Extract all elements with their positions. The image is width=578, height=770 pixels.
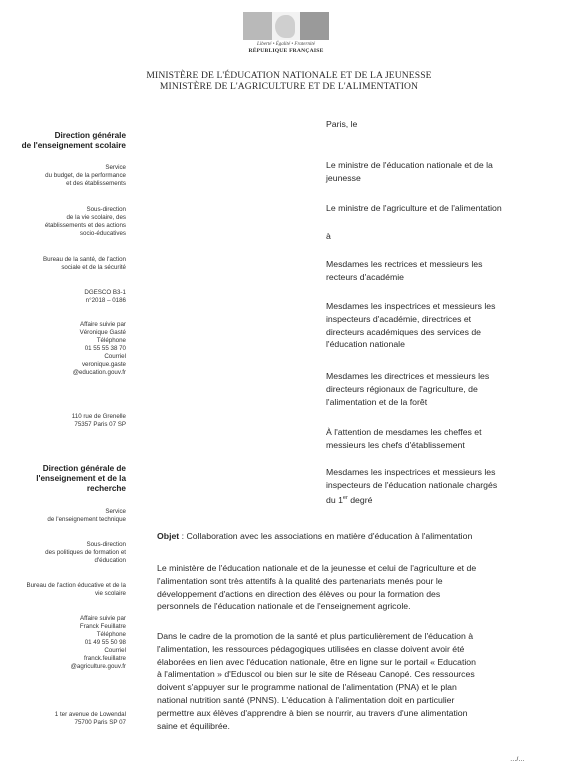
addressee-intro: à [326, 231, 331, 241]
ministry-education: MINISTÈRE DE L'ÉDUCATION NATIONALE ET DE LA JEUNESSE [146, 70, 432, 81]
recipient-directeurs-regionaux: Mesdames les directrices et messieurs les directeurs régionaux de l'agriculture, de l'alimentation et de la forêt [326, 371, 490, 407]
marianne-logo [243, 12, 329, 54]
dgesco-contact: Affaire suivie par Véronique Gasté Téléphone 01 55 55 38 70 Courriel veronique.gaste @education.gouv.fr [72, 321, 126, 376]
object-label: Objet [157, 531, 180, 541]
dgesco-address: 110 rue de Grenelle 75357 Paris 07 SP [71, 413, 126, 428]
logo-republic: RÉPUBLIQUE FRANÇAISE [248, 48, 324, 54]
dgesco-heading: Direction générale de l'enseignement scolaire [21, 131, 126, 150]
recipient-recteurs: Mesdames les rectrices et messieurs les recteurs d'académie [326, 259, 483, 282]
object-line [157, 531, 537, 541]
dger-service: Service de l'enseignement technique [47, 508, 126, 523]
paragraph-1: Le ministère de l'éducation nationale et de la jeunesse et celui de l'agriculture et de l'alimentation sont très attentifs à la qualité des partenariats menés pour le développement d'actions en direction des élèves ou pour la formation des personnels de l'éducation nationale et de l'enseignement agricole. [157, 563, 477, 612]
dger-address: 1 ter avenue de Lowendal 75700 Paris SP 07 [54, 711, 126, 726]
dger-bureau: Bureau de l'action éducative et de la vie scolaire [26, 582, 126, 597]
dger-contact: Affaire suivie par Franck Feuillatre Téléphone 01 49 55 50 98 Courriel franck.feuillatre @agriculture.gouv.fr [70, 615, 126, 670]
logo-red-band [300, 12, 329, 40]
ministries-header [0, 70, 578, 92]
continued-marker: …/… [510, 756, 525, 763]
paragraph-2: Dans le cadre de la promotion de la santé et plus particulièrement de l'éducation à l'alimentation, les ressources pédagogiques utilisées en classe doivent avoir été élaborées en lien avec l'éducation nationale, être en ligne sur le portail « Education à l'alimentation » d'Eduscol ou bien sur le site de Réseau Canopé. Ces ressources doivent s'appuyer sur le programme national de l'alimentation (PNA) et le plan national nutrition santé (PNNS). L'éducation à l'alimentation doit en particulier permettre aux élèves d'apprendre à bien se nourrir, au travers d'une alimentation saine et équilibrée. [157, 631, 476, 731]
dger-sous-direction: Sous-direction des politiques de formation et d'éducation [45, 541, 126, 564]
marianne-logo-mark [243, 12, 329, 40]
dgesco-sous-direction: Sous-direction de la vie scolaire, des établissements et des actions socio-éducatives [44, 206, 126, 237]
place-date: Paris, le [326, 119, 358, 129]
logo-motto: Liberté • Égalité • Fraternité [257, 42, 315, 47]
recipient-chefs-etablissement: À l'attention de mesdames les cheffes et messieurs les chefs d'établissement [326, 427, 482, 450]
sender-agriculture: Le ministre de l'agriculture et de l'alimentation [326, 203, 502, 213]
dgesco-service: Service du budget, de la performance et des établissements [45, 164, 126, 187]
ministry-agriculture: MINISTÈRE DE L'AGRICULTURE ET DE L'ALIMENTATION [159, 81, 419, 92]
recipient-ien: Mesdames les inspectrices et messieurs les inspecteurs de l'éducation nationale chargés du 1er degré [326, 466, 536, 506]
logo-blue-band [243, 12, 272, 40]
dgesco-bureau: Bureau de la santé, de l'action sociale et de la sécurité [42, 256, 126, 271]
dgesco-reference: DGESCO B3-1 n°2018 – 0186 [84, 289, 126, 304]
dger-heading: Direction générale de l'enseignement et de la recherche [36, 464, 126, 493]
sender-education: Le ministre de l'éducation nationale et de la jeunesse [326, 160, 493, 183]
recipient-ien-degree: du 1er degré [326, 494, 373, 505]
object-text: : Collaboration avec les associations en matière d'éducation à l'alimentation [179, 531, 473, 541]
recipient-inspecteurs-academie: Mesdames les inspectrices et messieurs les inspecteurs d'académie, directrices et directeurs académiques des services de l'éducation nationale [326, 301, 496, 350]
marianne-profile-icon [275, 15, 295, 38]
